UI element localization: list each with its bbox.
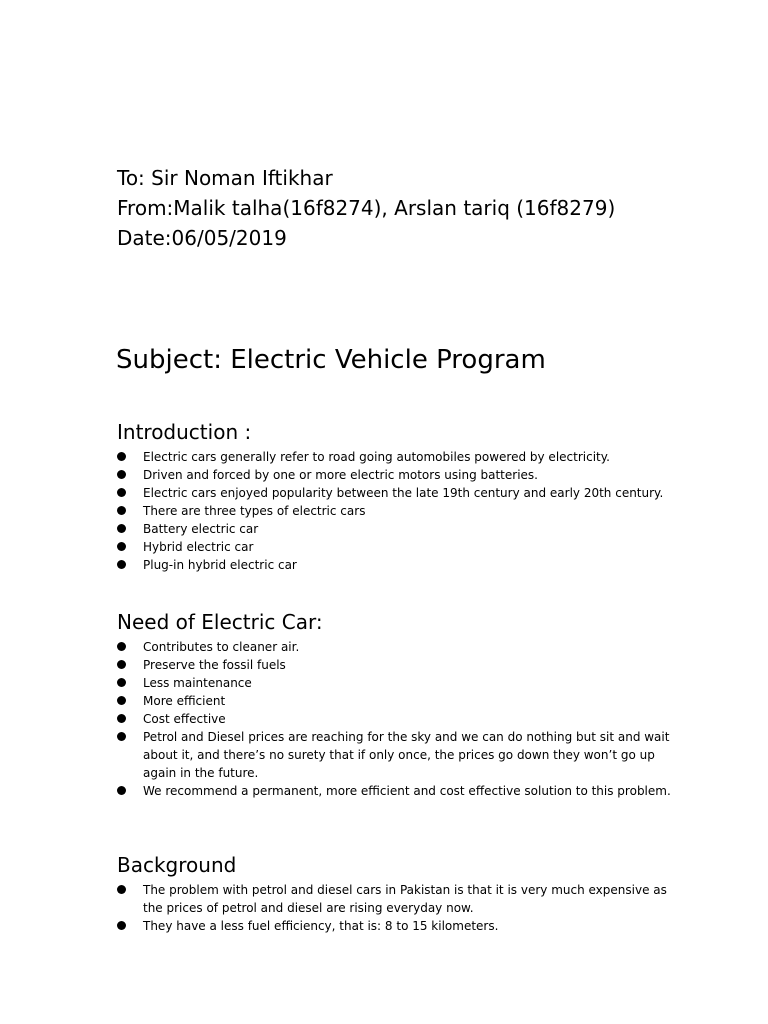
bullet-list — [117, 448, 677, 574]
list-item — [117, 728, 677, 782]
list-item-text: Hybrid electric car — [143, 540, 254, 554]
section-title: Need of Electric Car: — [117, 610, 323, 634]
list-item — [117, 917, 677, 935]
list-item — [117, 782, 677, 800]
list-item — [117, 538, 677, 556]
list-item-text: Cost effective — [143, 712, 226, 726]
list-item-text: Preserve the fossil fuels — [143, 658, 286, 672]
list-item — [117, 484, 677, 502]
section-background — [117, 851, 677, 935]
bullet-icon — [117, 452, 126, 461]
bullet-icon — [117, 696, 126, 705]
bullet-icon — [117, 524, 126, 533]
bullet-icon — [117, 642, 126, 651]
list-item — [117, 466, 677, 484]
bullet-list — [117, 638, 677, 800]
memo-to: To: Sir Noman Iftikhar — [117, 166, 333, 190]
list-item — [117, 520, 677, 538]
memo-header — [117, 163, 737, 253]
list-item — [117, 448, 677, 466]
list-item-text: There are three types of electric cars — [143, 504, 366, 518]
list-item-text: We recommend a permanent, more efficient and cost effective solution to this problem. — [143, 784, 671, 798]
bullet-icon — [117, 542, 126, 551]
list-item — [117, 881, 677, 917]
list-item-text: Plug-in hybrid electric car — [143, 558, 297, 572]
memo-subject: Subject: Electric Vehicle Program — [116, 345, 546, 375]
list-item — [117, 656, 677, 674]
bullet-icon — [117, 714, 126, 723]
list-item-text: Petrol and Diesel prices are reaching for the sky and we can do nothing but sit and wait about it, and there’s no surety that if only once, the prices go down they won’t go up again in the future. — [143, 730, 670, 780]
list-item-text: Battery electric car — [143, 522, 259, 536]
section-title: Introduction : — [117, 420, 252, 444]
bullet-icon — [117, 732, 126, 741]
list-item — [117, 710, 677, 728]
section-need-of-electric-car — [117, 608, 677, 800]
list-item-text: Electric cars generally refer to road going automobiles powered by electricity. — [143, 450, 610, 464]
list-item — [117, 692, 677, 710]
list-item-text: More efficient — [143, 694, 226, 708]
list-item-text: Electric cars enjoyed popularity between the late 19th century and early 20th century. — [143, 486, 664, 500]
bullet-icon — [117, 660, 126, 669]
list-item-text: Less maintenance — [143, 676, 252, 690]
memo-date: Date:06/05/2019 — [117, 226, 287, 250]
bullet-icon — [117, 885, 126, 894]
section-title: Background — [117, 853, 237, 877]
bullet-icon — [117, 560, 126, 569]
list-item — [117, 556, 677, 574]
memo-from: From:Malik talha(16f8274), Arslan tariq (16f8279) — [117, 196, 616, 220]
list-item-text: The problem with petrol and diesel cars in Pakistan is that it is very much expensive as the prices of petrol and diesel are rising everyday now. — [143, 883, 667, 915]
list-item — [117, 674, 677, 692]
bullet-icon — [117, 470, 126, 479]
section-introduction — [117, 418, 677, 574]
list-item-text: Driven and forced by one or more electric motors using batteries. — [143, 468, 538, 482]
list-item-text: Contributes to cleaner air. — [143, 640, 300, 654]
bullet-icon — [117, 506, 126, 515]
bullet-icon — [117, 786, 126, 795]
bullet-list — [117, 881, 677, 935]
list-item — [117, 502, 677, 520]
bullet-icon — [117, 921, 126, 930]
list-item-text: They have a less fuel efficiency, that is: 8 to 15 kilometers. — [143, 919, 499, 933]
list-item — [117, 638, 677, 656]
bullet-icon — [117, 678, 126, 687]
bullet-icon — [117, 488, 126, 497]
